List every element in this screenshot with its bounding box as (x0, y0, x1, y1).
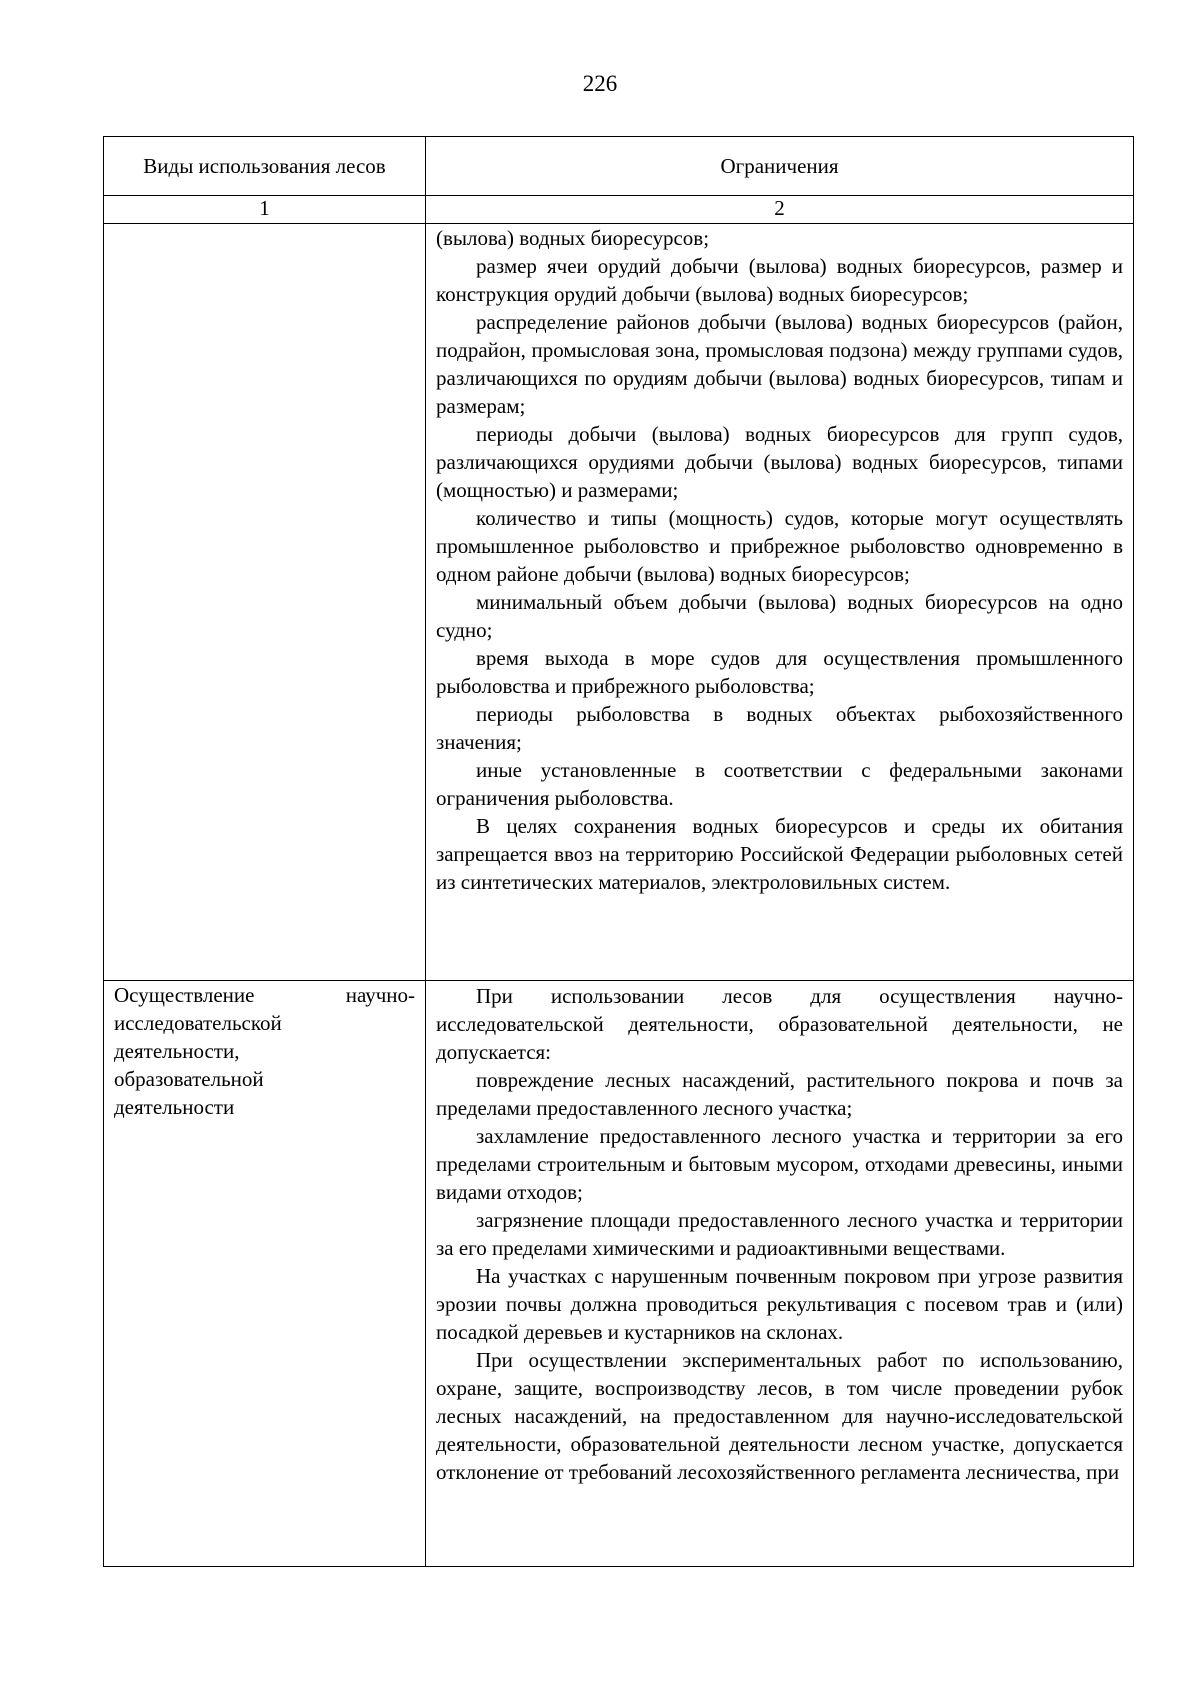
forest-use-type-line: деятельности, (114, 1039, 240, 1063)
table-header-row (104, 137, 1134, 196)
restriction-paragraph: минимальный объем добычи (вылова) водных биоресурсов на одно судно; (436, 590, 1123, 642)
restrictions-cell (426, 224, 1134, 981)
restriction-paragraph: количество и типы (мощность) судов, которые могут осуществлять промышленное рыболовство и прибрежное рыболовство одновременно в одном районе добычи (вылова) водных биоресурсов; (436, 506, 1123, 586)
restriction-paragraph: иные установленные в соответствии с федеральными законами ограничения рыболовства. (436, 758, 1123, 810)
restriction-paragraph: распределение районов добычи (вылова) водных биоресурсов (район, подрайон, промысловая зона, промысловая подзона) между группами судов, различающихся по орудиям добычи (вылова) водных биоресурсов, типам и размерам; (436, 310, 1123, 418)
column-number-1: 1 (104, 196, 426, 224)
table-row (104, 224, 1134, 981)
restriction-paragraph: При осуществлении экспериментальных работ по использованию, охране, защите, воспроизводству лесов, в том числе проведении рубок лесных насаждений, на предоставленном для научно-исследовательской деятельности, образовательной деятельности лесном участке, допускается отклонение от требований лесохозяйственного регламента лесничества, при (436, 1348, 1123, 1484)
header-restrictions: Ограничения (426, 137, 1134, 196)
restriction-paragraph: время выхода в море судов для осуществления промышленного рыболовства и прибрежного рыболовства; (436, 646, 1123, 698)
restriction-paragraph: периоды добычи (вылова) водных биоресурсов для групп судов, различающихся орудиями добычи (вылова) водных биоресурсов, типами (мощностью) и размерами; (436, 422, 1123, 502)
restriction-paragraph: размер ячеи орудий добычи (вылова) водных биоресурсов, размер и конструкция орудий добычи (вылова) водных биоресурсов; (436, 254, 1123, 306)
restriction-paragraph: повреждение лесных насаждений, растительного покрова и почв за пределами предоставленного лесного участка; (436, 1068, 1123, 1120)
restriction-paragraph: загрязнение площади предоставленного лесного участка и территории за его пределами химическими и радиоактивными веществами. (436, 1208, 1123, 1260)
table-row (104, 981, 1134, 1567)
forest-use-type-line: образовательной (114, 1067, 264, 1091)
forest-use-type-cell (104, 981, 426, 1567)
restrictions-cell (426, 981, 1134, 1567)
forest-use-type-line: деятельности (114, 1095, 235, 1119)
forest-use-type-line: исследовательской (114, 1011, 282, 1035)
restriction-paragraph: захламление предоставленного лесного участка и территории за его пределами строительным и бытовым мусором, отходами древесины, иными видами отходов; (436, 1124, 1123, 1204)
restriction-paragraph: В целях сохранения водных биоресурсов и среды их обитания запрещается ввоз на территорию Российской Федерации рыболовных сетей из синтетических материалов, электроловильных систем. (436, 814, 1123, 894)
header-forest-use-types: Виды использования лесов (104, 137, 426, 196)
restriction-paragraph: При использовании лесов для осуществления научно-исследовательской деятельности, образовательной деятельности, не допускается: (436, 984, 1123, 1064)
forest-use-type-cell (104, 224, 426, 981)
page-number: 226 (582, 71, 618, 96)
restriction-paragraph: периоды рыболовства в водных объектах рыбохозяйственного значения; (436, 702, 1123, 754)
restriction-paragraph: На участках с нарушенным почвенным покровом при угрозе развития эрозии почвы должна проводиться рекультивация с посевом трав и (или) посадкой деревьев и кустарников на склонах. (436, 1264, 1123, 1344)
forest-use-type-line: Осуществление научно- (114, 983, 415, 1007)
restriction-paragraph: (вылова) водных биоресурсов; (436, 226, 710, 250)
column-number-2: 2 (426, 196, 1134, 224)
column-number-row (104, 196, 1134, 224)
restrictions-table (103, 136, 1134, 1567)
